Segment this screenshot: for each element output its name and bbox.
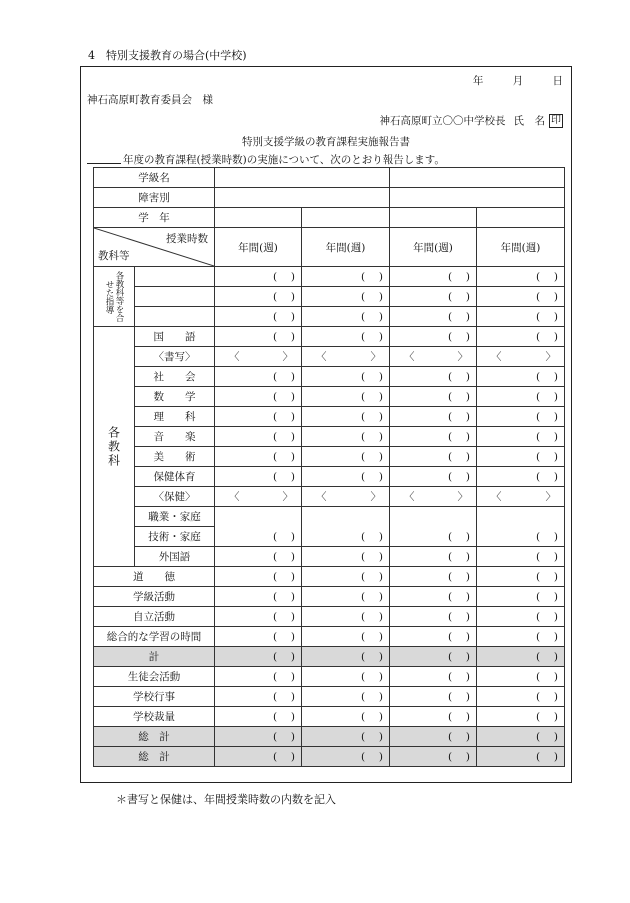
hours-cell[interactable]: ( ) <box>215 727 302 747</box>
subject-shakai: 社 会 <box>135 367 215 387</box>
hours-cell[interactable]: ( ) <box>302 367 390 387</box>
hours-cell[interactable]: ( ) <box>390 467 477 487</box>
hours-cell[interactable]: ( ) <box>390 327 477 347</box>
combined-item[interactable] <box>135 287 215 307</box>
disability-field-2[interactable] <box>390 188 565 208</box>
weekly-cell[interactable]: 〈 〉 <box>302 487 390 507</box>
combined-item[interactable] <box>135 267 215 287</box>
hours-cell[interactable]: ( ) <box>390 307 477 327</box>
hours-cell[interactable]: ( ) <box>302 427 390 447</box>
hours-cell[interactable]: ( ) <box>215 647 302 667</box>
section-title: 4 特別支援教育の場合(中学校) <box>88 49 247 62</box>
hours-cell[interactable]: ( ) <box>215 267 302 287</box>
hours-cell[interactable]: ( ) <box>390 267 477 287</box>
hours-cell[interactable]: ( ) <box>390 627 477 647</box>
hours-cell[interactable]: ( ) <box>477 267 565 287</box>
annual-header: 年間(週) <box>302 228 390 267</box>
class-name-field-1[interactable] <box>215 168 390 188</box>
hours-cell[interactable]: ( ) <box>390 747 477 767</box>
seal-mark: 印 <box>551 114 561 126</box>
sender-school: 神石高原町立〇〇中学校長 <box>379 115 506 127</box>
subject-kokugo: 国 語 <box>135 327 215 347</box>
hours-cell[interactable]: ( ) <box>302 727 390 747</box>
subject-gijutsu-katei: 技術・家庭 <box>135 527 215 547</box>
subjects-group-label: 各教科 <box>106 425 121 468</box>
hours-cell[interactable]: ( ) <box>302 327 390 347</box>
hours-cell[interactable]: ( ) <box>477 747 565 767</box>
curriculum-table <box>93 167 565 767</box>
hours-cell[interactable]: ( ) <box>477 627 565 647</box>
subject-ongaku: 音 楽 <box>135 427 215 447</box>
hours-cell[interactable]: ( ) <box>477 687 565 707</box>
combined-label: 各教科等を合せた指導 <box>104 271 124 322</box>
subject-rika: 理 科 <box>135 407 215 427</box>
weekly-cell[interactable]: 〈 〉 <box>477 487 565 507</box>
hours-cell[interactable]: ( ) <box>390 567 477 587</box>
footnote: ＊書写と保健は、年間授業時数の内数を記入 <box>116 793 336 806</box>
hours-cell[interactable]: ( ) <box>390 667 477 687</box>
weekly-cell[interactable]: 〈 〉 <box>302 347 390 367</box>
hours-cell[interactable]: ( ) <box>477 507 565 547</box>
diag-top-label: 授業時数 <box>166 233 208 245</box>
hours-cell[interactable]: ( ) <box>477 307 565 327</box>
annual-header: 年間(週) <box>390 228 477 267</box>
hours-cell[interactable]: ( ) <box>477 667 565 687</box>
report-form <box>80 66 572 783</box>
hours-cell[interactable]: ( ) <box>477 567 565 587</box>
row-gakko-sairyo: 学校裁量 <box>94 707 215 727</box>
subject-gaikokugo: 外国語 <box>135 547 215 567</box>
hours-cell[interactable]: ( ) <box>302 647 390 667</box>
hours-cell[interactable]: ( ) <box>302 667 390 687</box>
subject-sugaku: 数 学 <box>135 387 215 407</box>
hours-cell[interactable]: ( ) <box>302 467 390 487</box>
hours-cell[interactable]: ( ) <box>302 567 390 587</box>
subject-shosha: 〈書写〉 <box>135 347 215 367</box>
weekly-cell[interactable]: 〈 〉 <box>477 347 565 367</box>
hours-cell[interactable]: ( ) <box>215 587 302 607</box>
hours-cell[interactable]: ( ) <box>477 367 565 387</box>
hours-cell[interactable]: ( ) <box>215 467 302 487</box>
hours-cell[interactable]: ( ) <box>215 287 302 307</box>
row-sogo-gakushu: 総合的な学習の時間 <box>94 627 215 647</box>
diag-bottom-label: 教科等 <box>98 250 130 262</box>
grade-field[interactable] <box>477 208 565 228</box>
hours-cell[interactable]: ( ) <box>215 427 302 447</box>
combined-item[interactable] <box>135 307 215 327</box>
hours-cell[interactable]: ( ) <box>215 687 302 707</box>
row-gakko-gyoji: 学校行事 <box>94 687 215 707</box>
year-blank[interactable] <box>87 153 121 164</box>
hours-cell[interactable]: ( ) <box>390 287 477 307</box>
hours-cell[interactable]: ( ) <box>302 687 390 707</box>
hours-cell[interactable]: ( ) <box>390 727 477 747</box>
class-name-field-2[interactable] <box>390 168 565 188</box>
hours-cell[interactable]: ( ) <box>477 547 565 567</box>
date-year: 年 <box>472 75 484 87</box>
hours-cell[interactable]: ( ) <box>477 647 565 667</box>
hours-cell[interactable]: ( ) <box>390 687 477 707</box>
hours-cell[interactable]: ( ) <box>477 467 565 487</box>
hours-cell[interactable]: ( ) <box>215 747 302 767</box>
hours-cell[interactable]: ( ) <box>215 607 302 627</box>
hours-cell[interactable]: ( ) <box>215 507 302 547</box>
hours-cell[interactable]: ( ) <box>215 367 302 387</box>
grade-field[interactable] <box>302 208 390 228</box>
hours-cell[interactable]: ( ) <box>215 327 302 347</box>
row-seitokai: 生徒会活動 <box>94 667 215 687</box>
grade-field[interactable] <box>390 208 477 228</box>
combined-group-cell <box>94 267 135 327</box>
hours-cell[interactable]: ( ) <box>390 507 477 547</box>
hours-cell[interactable]: ( ) <box>477 727 565 747</box>
date-line <box>447 73 563 88</box>
annual-header: 年間(週) <box>215 228 302 267</box>
hours-cell[interactable]: ( ) <box>477 287 565 307</box>
hours-cell[interactable]: ( ) <box>390 427 477 447</box>
disability-label: 障害別 <box>94 188 215 208</box>
hours-cell[interactable]: ( ) <box>302 307 390 327</box>
weekly-cell[interactable]: 〈 〉 <box>390 347 477 367</box>
hours-cell[interactable]: ( ) <box>302 547 390 567</box>
grade-label: 学 年 <box>94 208 215 228</box>
document-title: 特別支援学級の教育課程実施報告書 <box>242 136 410 148</box>
row-jiritsu-katsudo: 自立活動 <box>94 607 215 627</box>
hours-cell[interactable]: ( ) <box>215 667 302 687</box>
hours-cell[interactable]: ( ) <box>477 407 565 427</box>
hours-cell[interactable]: ( ) <box>390 387 477 407</box>
row-sokei-2: 総 計 <box>94 747 215 767</box>
subject-shokugyo-katei: 職業・家庭 <box>135 507 215 527</box>
sender-name-label: 氏 名 <box>513 115 545 127</box>
hours-cell[interactable]: ( ) <box>477 607 565 627</box>
subject-hoken: 〈保健〉 <box>135 487 215 507</box>
hours-cell[interactable]: ( ) <box>477 447 565 467</box>
hours-cell[interactable]: ( ) <box>302 287 390 307</box>
subjects-group-cell <box>94 327 135 567</box>
weekly-cell[interactable]: 〈 〉 <box>215 487 302 507</box>
hours-cell[interactable]: ( ) <box>390 367 477 387</box>
row-gakkyu-katsudo: 学級活動 <box>94 587 215 607</box>
hours-cell[interactable]: ( ) <box>390 647 477 667</box>
diagonal-header-cell <box>94 228 215 267</box>
weekly-cell[interactable]: 〈 〉 <box>390 487 477 507</box>
hours-cell[interactable]: ( ) <box>302 267 390 287</box>
row-kei: 計 <box>94 647 215 667</box>
row-sokei-1: 総 計 <box>94 727 215 747</box>
hours-cell[interactable]: ( ) <box>215 627 302 647</box>
hours-cell[interactable]: ( ) <box>302 507 390 547</box>
hours-cell[interactable]: ( ) <box>390 547 477 567</box>
hours-cell[interactable]: ( ) <box>215 447 302 467</box>
subject-bijutsu: 美 術 <box>135 447 215 467</box>
hours-cell[interactable]: ( ) <box>302 587 390 607</box>
hours-cell[interactable]: ( ) <box>215 547 302 567</box>
hours-cell[interactable]: ( ) <box>215 707 302 727</box>
grade-field[interactable] <box>215 208 302 228</box>
hours-cell[interactable]: ( ) <box>477 327 565 347</box>
disability-field-1[interactable] <box>215 188 390 208</box>
hours-cell[interactable]: ( ) <box>215 307 302 327</box>
date-day: 日 <box>552 75 563 87</box>
hours-cell[interactable]: ( ) <box>302 707 390 727</box>
subject-hoken-taiiku: 保健体育 <box>135 467 215 487</box>
hours-cell[interactable]: ( ) <box>215 567 302 587</box>
hours-cell[interactable]: ( ) <box>390 587 477 607</box>
hours-cell[interactable]: ( ) <box>390 607 477 627</box>
hours-cell[interactable]: ( ) <box>390 707 477 727</box>
hours-cell[interactable]: ( ) <box>215 387 302 407</box>
intro-line <box>87 152 445 167</box>
intro-text: 年度の教育課程(授業時数)の実施について、次のとおり報告します。 <box>123 154 445 166</box>
hours-cell[interactable]: ( ) <box>302 607 390 627</box>
hours-cell[interactable]: ( ) <box>477 587 565 607</box>
sender-line <box>380 113 564 128</box>
hours-cell[interactable]: ( ) <box>302 447 390 467</box>
hours-cell[interactable]: ( ) <box>302 407 390 427</box>
annual-header: 年間(週) <box>477 228 565 267</box>
hours-cell[interactable]: ( ) <box>477 427 565 447</box>
hours-cell[interactable]: ( ) <box>477 387 565 407</box>
hours-cell[interactable]: ( ) <box>477 707 565 727</box>
weekly-cell[interactable]: 〈 〉 <box>215 347 302 367</box>
hours-cell[interactable]: ( ) <box>302 627 390 647</box>
hours-cell[interactable]: ( ) <box>215 407 302 427</box>
hours-cell[interactable]: ( ) <box>390 407 477 427</box>
date-month: 月 <box>512 75 524 87</box>
hours-cell[interactable]: ( ) <box>302 387 390 407</box>
class-name-label: 学級名 <box>94 168 215 188</box>
row-doutoku: 道 徳 <box>94 567 215 587</box>
hours-cell[interactable]: ( ) <box>302 747 390 767</box>
addressee: 神石高原町教育委員会 様 <box>87 94 213 106</box>
hours-cell[interactable]: ( ) <box>390 447 477 467</box>
